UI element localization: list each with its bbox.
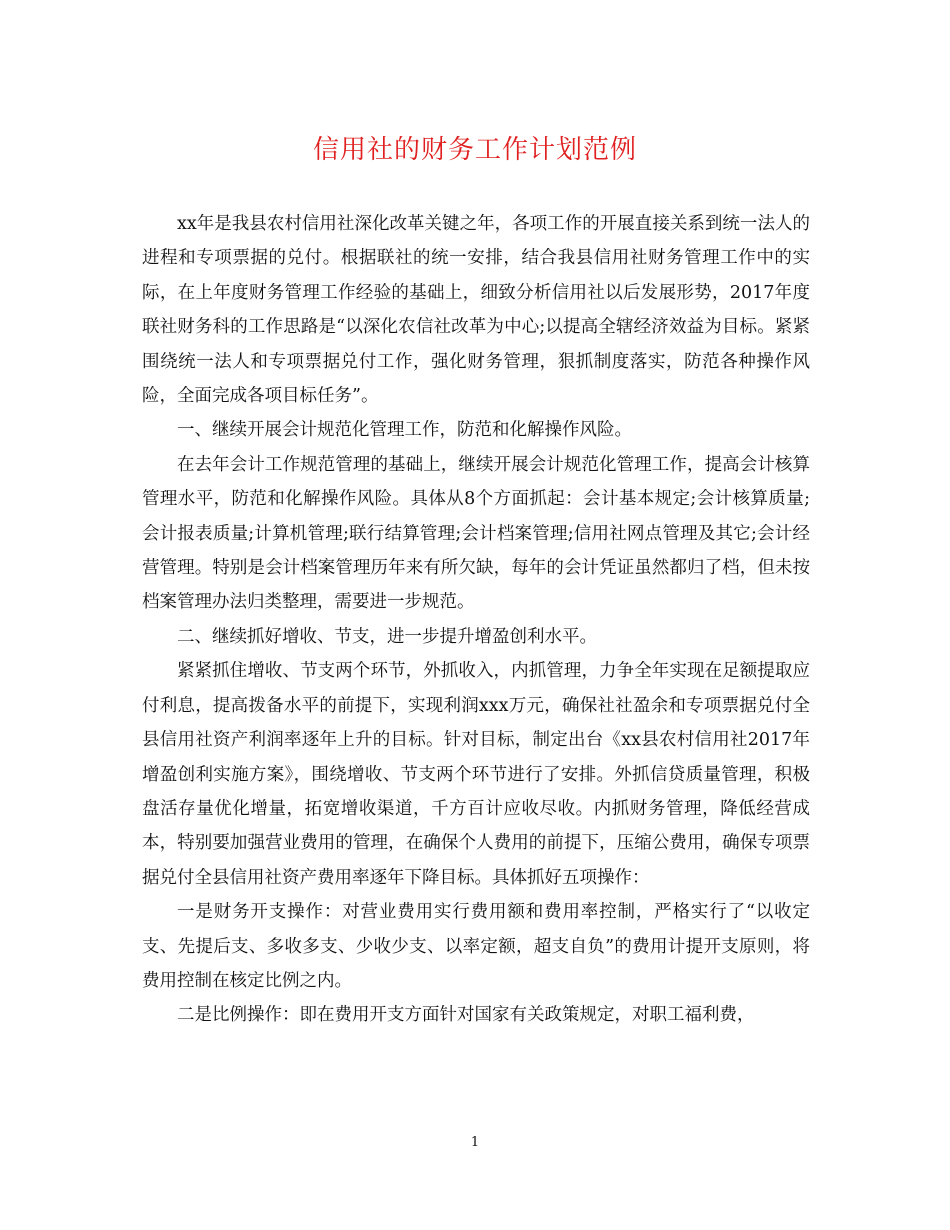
section-2-paragraph: 紧紧抓住增收、节支两个环节，外抓收入，内抓管理，力争全年实现在足额提取应付利息，提高拨备水平的前提下，实现利润xxx万元，确保社社盈余和专项票据兑付全县信用社资产利润率逐年上升的目标。针对目标，制定出台《xx县农村信用社2017年增盈创利实施方案》，围绕增收、节支两个环节进行了安排。外抓信贷质量管理，积极盘活存量优化增量，拓宽增收渠道，千方百计应收尽收。内抓财务管理，降低经营成本，特别要加强营业费用的管理，在确保个人费用的前提下，压缩公费用，确保专项票据兑付全县信用社资产费用率逐年下降目标。具体抓好五项操作：	[142, 661, 810, 888]
item-2-paragraph: 二是比例操作：即在费用开支方面针对国家有关政策规定，对职工福利费，	[177, 1005, 755, 1026]
section-1-paragraph: 在去年会计工作规范管理的基础上，继续开展会计规范化管理工作，提高会计核算管理水平，防范和化解操作风险。具体从8个方面抓起：会计基本规定;会计核算质量;会计报表质量;计算机管理;联行结算管理;会计档案管理;信用社网点管理及其它;会计经营管理。特别是会计档案管理历年来有所欠缺，每年的会计凭证虽然都归了档，但未按档案管理办法归类整理，需要进一步规范。	[142, 454, 810, 613]
intro-paragraph: xx年是我县农村信用社深化改革关键之年，各项工作的开展直接关系到统一法人的进程和专项票据的兑付。根据联社的统一安排，结合我县信用社财务管理工作中的实际，在上年度财务管理工作经验的基础上，细致分析信用社以后发展形势，2017年度联社财务科的工作思路是“以深化农信社改革为中心;以提高全辖经济效益为目标。紧紧围绕统一法人和专项票据兑付工作，强化财务管理，狠抓制度落实，防范各种操作风险，全面完成各项目标任务”。	[142, 214, 810, 407]
item-1-paragraph: 一是财务开支操作：对营业费用实行费用额和费用率控制，严格实行了“以收定支、先提后支、多收多支、少收少支、以率定额，超支自负”的费用计提开支原则，将费用控制在核定比例之内。	[142, 902, 810, 991]
document-body	[142, 207, 810, 1033]
document-title: 信用社的财务工作计划范例	[312, 135, 637, 165]
section-heading-2: 二、继续抓好增收、节支，进一步提升增盈创利水平。	[177, 626, 597, 647]
page-number: 1	[470, 1135, 480, 1150]
section-heading-1: 一、继续开展会计规范化管理工作，防范和化解操作风险。	[177, 420, 632, 441]
